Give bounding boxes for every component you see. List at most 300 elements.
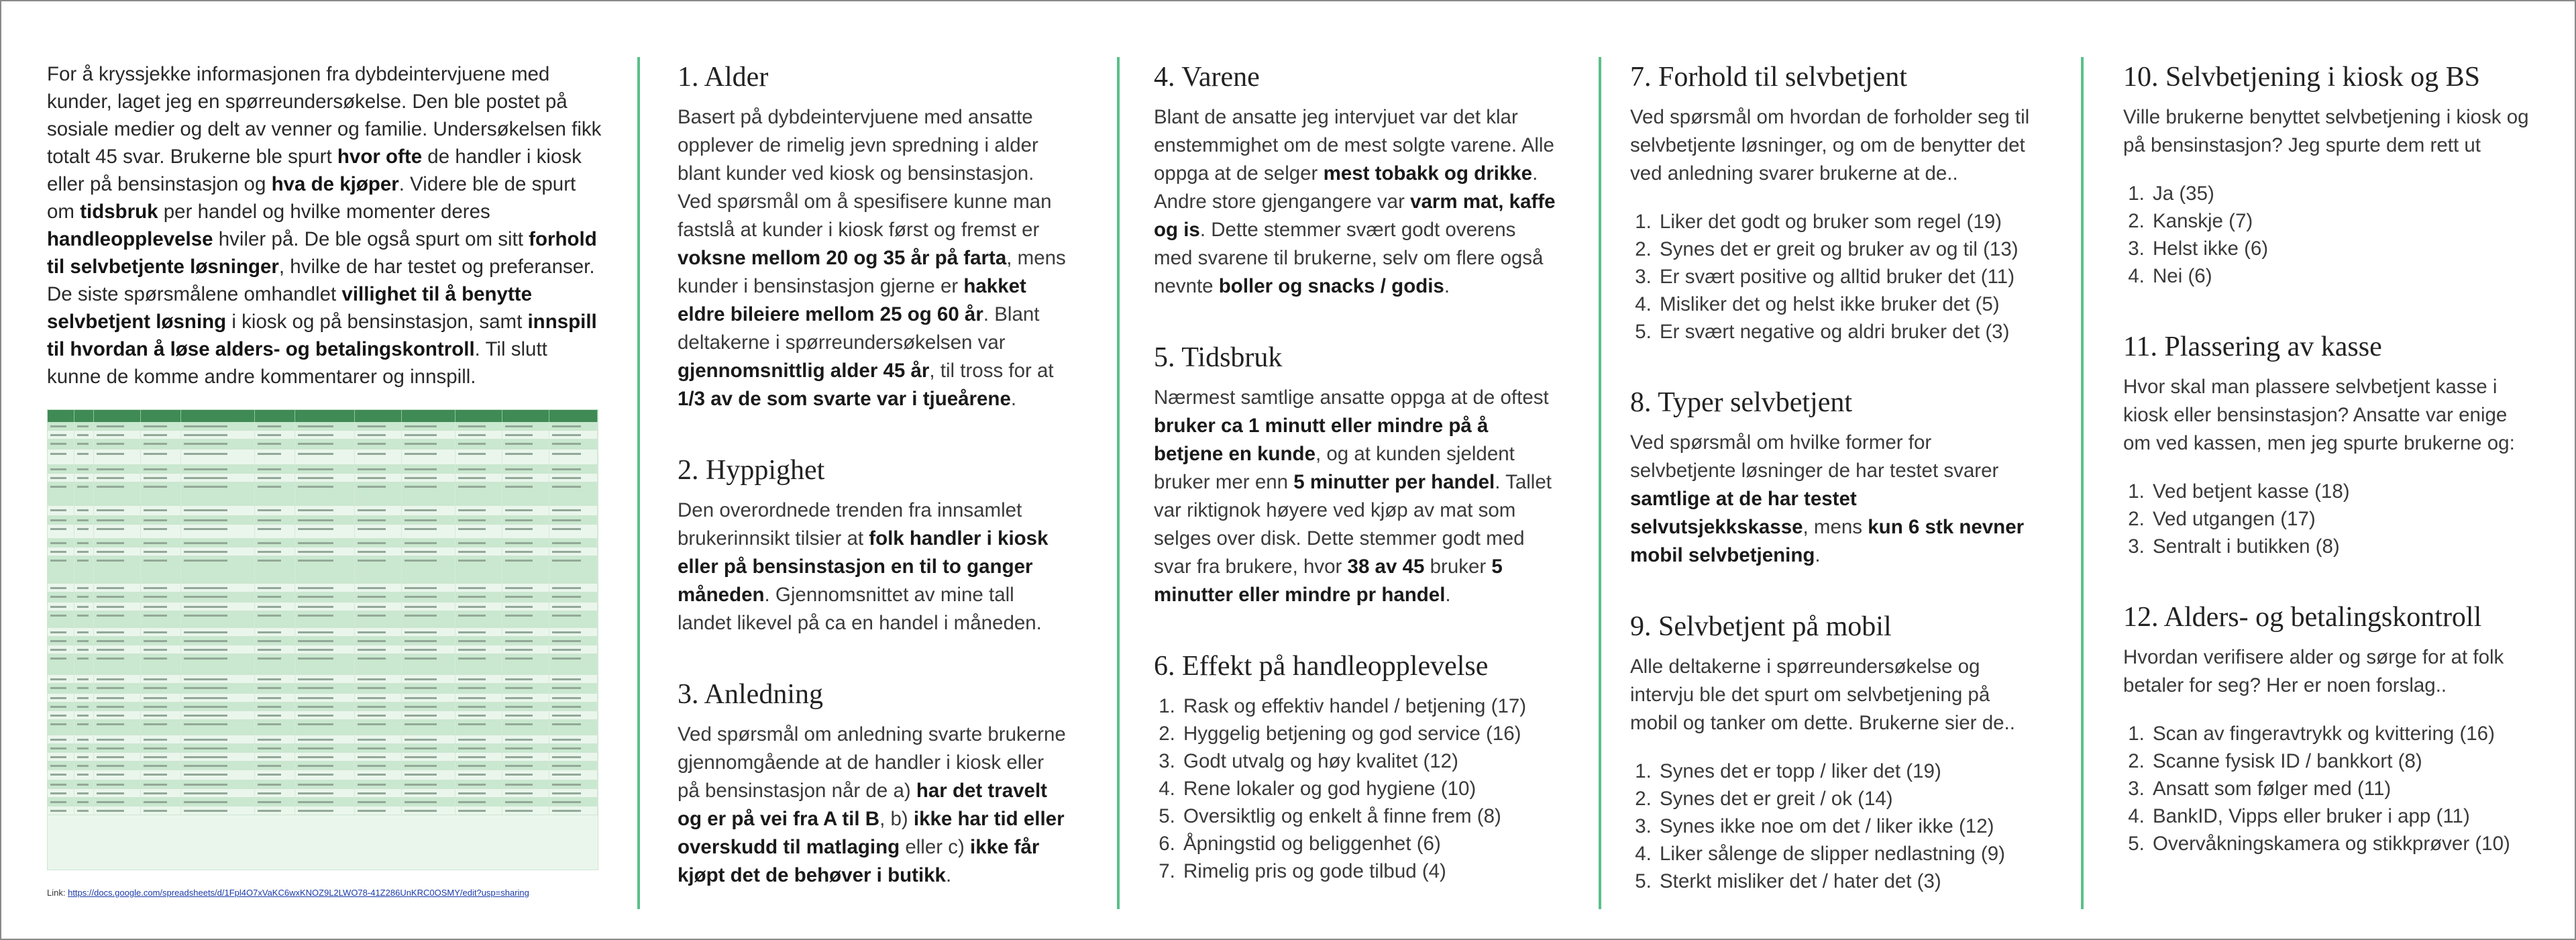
spreadsheet-cell (355, 539, 402, 547)
spreadsheet-row (48, 645, 598, 654)
spreadsheet-cell (74, 422, 94, 430)
body-text: eller c) (900, 836, 971, 858)
spreadsheet-cell (355, 645, 402, 654)
spreadsheet-cell (141, 744, 181, 752)
spreadsheet-cell (355, 450, 402, 464)
spreadsheet-cell (48, 556, 74, 583)
spreadsheet-cell (549, 628, 598, 636)
spreadsheet-cell (502, 735, 549, 743)
spreadsheet-cell (402, 628, 455, 636)
spreadsheet-cell (74, 762, 94, 770)
spreadsheet-cell (502, 753, 549, 761)
body-text: Nærmest samtlige ansatte oppga at de oftest (1154, 386, 1549, 409)
spreadsheet-cell (74, 806, 94, 815)
spreadsheet-cell (402, 474, 455, 482)
spreadsheet-row (48, 780, 598, 789)
spreadsheet-cell (502, 762, 549, 770)
body-text: . Blant deltakerne i spørreundersøkelsen var (678, 303, 1040, 354)
spreadsheet-cell (549, 556, 598, 583)
ranked-list (1154, 692, 1556, 885)
spreadsheet-cell (295, 603, 356, 611)
section-text (2123, 643, 2539, 700)
spreadsheet-cell (48, 516, 74, 524)
spreadsheet-cell (502, 539, 549, 547)
section-varene (1154, 60, 1556, 301)
spreadsheet-rows (48, 422, 598, 815)
spreadsheet-cell (94, 770, 141, 780)
body-text: . (1815, 544, 1821, 566)
spreadsheet-cell (74, 694, 94, 702)
spreadsheet-cell (94, 592, 141, 602)
spreadsheet-cell (402, 806, 455, 815)
spreadsheet-cell (502, 474, 549, 482)
body-text: , og at kunden sjeldent bruker mer enn (1154, 443, 1515, 493)
spreadsheet-cell (141, 694, 181, 702)
spreadsheet-cell (502, 603, 549, 611)
spreadsheet-row (48, 439, 598, 450)
spreadsheet-cell (74, 556, 94, 583)
body-text: . Til slutt kunne de komme andre kommentarer og innspill. (47, 338, 547, 388)
spreadsheet-cell (402, 611, 455, 627)
spreadsheet-cell (94, 762, 141, 770)
spreadsheet-cell (455, 482, 502, 505)
spreadsheet-cell (141, 762, 181, 770)
spreadsheet-cell (74, 780, 94, 788)
emphasis-text: hva de kjøper (271, 173, 399, 195)
spreadsheet-cell (455, 506, 502, 515)
spreadsheet-cell (48, 611, 74, 627)
spreadsheet-cell (295, 780, 356, 788)
spreadsheet-cell (402, 654, 455, 674)
spreadsheet-cell (549, 720, 598, 735)
spreadsheet-cell (94, 539, 141, 547)
spreadsheet-row (48, 684, 598, 694)
spreadsheet-row (48, 770, 598, 780)
list-item: 4. BankID, Vipps eller bruker i app (11) (2150, 802, 2539, 830)
spreadsheet-cell (355, 711, 402, 719)
spreadsheet-cell (74, 753, 94, 761)
spreadsheet-cell (295, 474, 356, 482)
spreadsheet-cell (141, 720, 181, 735)
spreadsheet-cell (181, 645, 254, 654)
spreadsheet-header-cell (141, 410, 181, 422)
emphasis-text: tidsbruk (80, 201, 158, 223)
list-item: 2. Synes det er greit / ok (14) (1657, 785, 2039, 813)
spreadsheet-cell (355, 525, 402, 538)
spreadsheet-row (48, 798, 598, 806)
spreadsheet-cell (141, 584, 181, 592)
spreadsheet-cell (455, 637, 502, 645)
spreadsheet-cell (74, 744, 94, 752)
spreadsheet-cell (141, 556, 181, 583)
spreadsheet-cell (295, 525, 356, 538)
spreadsheet-cell (502, 806, 549, 815)
spreadsheet-cell (455, 735, 502, 743)
spreadsheet-link[interactable]: https://docs.google.com/spreadsheets/d/1Fpl4O7xVaKC6wxKNOZ9L2LWO78-41Z286UnKRC0OSMY/edit?usp=sharing (68, 888, 529, 898)
list-item: 3. Ansatt som følger med (11) (2150, 775, 2539, 802)
spreadsheet-cell (455, 720, 502, 735)
list-item: 3. Synes ikke noe om det / liker ikke (12) (1657, 813, 2039, 840)
spreadsheet-cell (94, 516, 141, 524)
spreadsheet-cell (74, 654, 94, 674)
spreadsheet-cell (74, 547, 94, 556)
spreadsheet-cell (141, 506, 181, 515)
spreadsheet-cell (355, 798, 402, 806)
spreadsheet-cell (355, 753, 402, 761)
body-text: For å kryssjekke informasjonen fra dybdeintervjuene med kunder, laget jeg en spørreundersøkelse. Den ble postet på sosiale medier og delt av venner og familie. Undersøkelsen fikk totalt 45 svar. Brukerne ble spurt (47, 63, 602, 168)
spreadsheet-cell (255, 654, 295, 674)
spreadsheet-cell (502, 770, 549, 780)
spreadsheet-cell (94, 525, 141, 538)
spreadsheet-cell (355, 547, 402, 556)
spreadsheet-cell (549, 603, 598, 611)
spreadsheet-cell (141, 611, 181, 627)
spreadsheet-row (48, 654, 598, 675)
list-item: 5. Oversiktlig og enkelt å finne frem (8) (1181, 802, 1556, 830)
spreadsheet-row (48, 431, 598, 439)
emphasis-text: har det travelt og er på vei fra A til B (678, 780, 1047, 830)
list-item: 5. Sterkt misliker det / hater det (3) (1657, 868, 2039, 895)
spreadsheet-cell (402, 684, 455, 693)
section-title: 3. Anledning (678, 679, 823, 710)
spreadsheet-cell (502, 482, 549, 505)
spreadsheet-cell (502, 780, 549, 788)
section-selvbetjening-kiosk (2123, 60, 2539, 290)
spreadsheet-cell (74, 611, 94, 627)
spreadsheet-cell (295, 465, 356, 473)
spreadsheet-cell (355, 806, 402, 815)
spreadsheet-cell (181, 753, 254, 761)
emphasis-text: 5 minutter eller mindre pr handel (1154, 556, 1503, 606)
body-text: . (1010, 388, 1017, 410)
spreadsheet-cell (295, 735, 356, 743)
ranked-list (2123, 720, 2539, 857)
spreadsheet-cell (402, 637, 455, 645)
spreadsheet-cell (355, 465, 402, 473)
section-text (2123, 103, 2539, 160)
spreadsheet-cell (502, 450, 549, 464)
spreadsheet-cell (402, 465, 455, 473)
spreadsheet-cell (181, 806, 254, 815)
spreadsheet-cell (141, 422, 181, 430)
spreadsheet-cell (48, 762, 74, 770)
spreadsheet-cell (502, 744, 549, 752)
spreadsheet-cell (94, 694, 141, 702)
emphasis-text: hakket eldre bileiere mellom 25 og 60 år (678, 275, 1026, 325)
spreadsheet-cell (255, 735, 295, 743)
spreadsheet-cell (74, 439, 94, 449)
spreadsheet-cell (295, 753, 356, 761)
ranked-list (2123, 478, 2539, 560)
list-item: 3. Er svært positive og alltid bruker det (11) (1657, 263, 2039, 291)
section-text (1154, 103, 1556, 301)
body-text: Hvordan verifisere alder og sørge for at folk betaler for seg? Her er noen forslag.. (2123, 646, 2504, 696)
spreadsheet-row (48, 735, 598, 744)
spreadsheet-cell (255, 450, 295, 464)
spreadsheet-cell (255, 806, 295, 815)
spreadsheet-cell (455, 525, 502, 538)
ranked-list (1630, 758, 2039, 895)
spreadsheet-cell (48, 798, 74, 806)
spreadsheet-cell (355, 702, 402, 711)
spreadsheet-cell (94, 798, 141, 806)
spreadsheet-cell (355, 654, 402, 674)
spreadsheet-cell (295, 762, 356, 770)
emphasis-text: ikke får kjøpt det de behøver i butikk (678, 836, 1040, 886)
spreadsheet-cell (295, 584, 356, 592)
spreadsheet-cell (455, 611, 502, 627)
spreadsheet-cell (141, 547, 181, 556)
spreadsheet-cell (48, 525, 74, 538)
spreadsheet-cell (355, 637, 402, 645)
spreadsheet-cell (295, 637, 356, 645)
emphasis-text: hvor ofte (337, 146, 423, 168)
spreadsheet-row (48, 702, 598, 711)
section-text (2123, 373, 2539, 458)
body-text: Blant de ansatte jeg intervjuet var det klar enstemmighet om de mest solgte varene. Alle oppga at de selger (1154, 106, 1554, 185)
section-text (678, 103, 1067, 413)
spreadsheet-row (48, 450, 598, 465)
spreadsheet-cell (295, 611, 356, 627)
spreadsheet-cell (455, 753, 502, 761)
spreadsheet-cell (549, 711, 598, 719)
spreadsheet-cell (48, 637, 74, 645)
spreadsheet-cell (295, 556, 356, 583)
emphasis-text: innspill til hvordan å løse alders- og betalingskontroll (47, 311, 597, 360)
spreadsheet-row (48, 482, 598, 506)
list-item: 2. Ved utgangen (17) (2150, 505, 2539, 533)
spreadsheet-cell (74, 711, 94, 719)
spreadsheet-cell (295, 645, 356, 654)
spreadsheet-cell (295, 694, 356, 702)
spreadsheet-cell (355, 439, 402, 449)
spreadsheet-cell (402, 675, 455, 683)
spreadsheet-cell (502, 465, 549, 473)
spreadsheet-cell (94, 439, 141, 449)
spreadsheet-cell (141, 525, 181, 538)
spreadsheet-cell (141, 628, 181, 636)
spreadsheet-row (48, 592, 598, 603)
spreadsheet-cell (48, 789, 74, 797)
spreadsheet-cell (255, 422, 295, 430)
section-text (1630, 429, 2039, 570)
spreadsheet-cell (48, 753, 74, 761)
spreadsheet-row (48, 675, 598, 684)
spreadsheet-header-cell (94, 410, 141, 422)
spreadsheet-cell (402, 603, 455, 611)
spreadsheet-cell (402, 744, 455, 752)
spreadsheet-cell (255, 431, 295, 439)
spreadsheet-cell (549, 645, 598, 654)
spreadsheet-cell (402, 798, 455, 806)
spreadsheet-cell (549, 762, 598, 770)
spreadsheet-cell (355, 556, 402, 583)
spreadsheet-cell (402, 422, 455, 430)
spreadsheet-cell (549, 584, 598, 592)
spreadsheet-cell (455, 702, 502, 711)
spreadsheet-cell (48, 450, 74, 464)
spreadsheet-cell (455, 645, 502, 654)
spreadsheet-cell (455, 684, 502, 693)
list-item: 3. Helst ikke (6) (2150, 235, 2539, 262)
spreadsheet-header-cell (455, 410, 502, 422)
spreadsheet-cell (255, 711, 295, 719)
spreadsheet-cell (74, 592, 94, 602)
spreadsheet-cell (455, 439, 502, 449)
intro-text (47, 60, 604, 390)
spreadsheet-cell (181, 735, 254, 743)
spreadsheet-cell (295, 547, 356, 556)
spreadsheet-cell (295, 789, 356, 797)
spreadsheet-cell (48, 592, 74, 602)
spreadsheet-cell (549, 516, 598, 524)
spreadsheet-cell (141, 431, 181, 439)
spreadsheet-cell (255, 465, 295, 473)
spreadsheet-cell (94, 547, 141, 556)
spreadsheet-cell (355, 762, 402, 770)
spreadsheet-cell (255, 744, 295, 752)
spreadsheet-cell (355, 675, 402, 683)
section-text (678, 497, 1067, 637)
spreadsheet-cell (549, 744, 598, 752)
spreadsheet-cell (181, 770, 254, 780)
section-plassering (2123, 330, 2539, 560)
spreadsheet-cell (549, 482, 598, 505)
list-item: 6. Åpningstid og beliggenhet (6) (1181, 830, 1556, 857)
spreadsheet-cell (48, 547, 74, 556)
body-text: Alle deltakerne i spørreundersøkelse og intervju ble det spurt om selvbetjening på mobil og tanker om dette. Brukerne sier de.. (1630, 656, 2015, 734)
spreadsheet-cell (48, 770, 74, 780)
list-item: 1. Rask og effektiv handel / betjening (17) (1181, 692, 1556, 720)
spreadsheet-cell (402, 720, 455, 735)
spreadsheet-cell (402, 516, 455, 524)
spreadsheet-cell (181, 611, 254, 627)
spreadsheet-cell (402, 450, 455, 464)
spreadsheet-cell (255, 770, 295, 780)
body-text: Ved spørsmål om hvordan de forholder seg til selvbetjente løsninger, og om de benytter det ved anledning svarer brukerne at de.. (1630, 106, 2030, 185)
spreadsheet-cell (402, 439, 455, 449)
spreadsheet-cell (255, 539, 295, 547)
spreadsheet-cell (48, 702, 74, 711)
body-text: . (1444, 275, 1450, 297)
spreadsheet-cell (48, 806, 74, 815)
spreadsheet-cell (455, 762, 502, 770)
spreadsheet-cell (455, 516, 502, 524)
spreadsheet-row (48, 806, 598, 815)
spreadsheet-cell (255, 611, 295, 627)
spreadsheet-cell (48, 744, 74, 752)
spreadsheet-cell (295, 539, 356, 547)
spreadsheet-header-cell (74, 410, 94, 422)
spreadsheet-row (48, 637, 598, 645)
body-text: . Dette stemmer svært godt overens med svarene til brukerne, selv om flere også nevnte (1154, 219, 1544, 297)
spreadsheet-cell (355, 628, 402, 636)
spreadsheet-row (48, 525, 598, 539)
body-text: , til tross for at (929, 360, 1054, 382)
section-text (1630, 653, 2039, 737)
spreadsheet-cell (402, 431, 455, 439)
spreadsheet-cell (455, 431, 502, 439)
spreadsheet-cell (94, 711, 141, 719)
spreadsheet-cell (549, 439, 598, 449)
spreadsheet-cell (455, 711, 502, 719)
spreadsheet-header-cell (48, 410, 74, 422)
spreadsheet-cell (549, 798, 598, 806)
spreadsheet-cell (255, 762, 295, 770)
link-line (47, 888, 604, 898)
list-item: 2. Scanne fysisk ID / bankkort (8) (2150, 747, 2539, 775)
spreadsheet-cell (255, 789, 295, 797)
spreadsheet-cell (455, 592, 502, 602)
spreadsheet-cell (48, 654, 74, 674)
spreadsheet-cell (94, 806, 141, 815)
body-text: bruker (1424, 556, 1492, 578)
section-effekt (1154, 649, 1556, 885)
spreadsheet-cell (255, 780, 295, 788)
list-item: 4. Nei (6) (2150, 262, 2539, 290)
spreadsheet-cell (255, 482, 295, 505)
section-title: 7. Forhold til selvbetjent (1630, 62, 1907, 93)
column-divider (1117, 57, 1120, 909)
emphasis-text: forhold til selvbetjente løsninger (47, 228, 597, 278)
spreadsheet-cell (355, 789, 402, 797)
spreadsheet-cell (94, 735, 141, 743)
spreadsheet-cell (402, 525, 455, 538)
spreadsheet-cell (402, 735, 455, 743)
spreadsheet-cell (94, 780, 141, 788)
spreadsheet-cell (181, 789, 254, 797)
spreadsheet-cell (549, 780, 598, 788)
spreadsheet-cell (549, 753, 598, 761)
section-text (1154, 384, 1556, 609)
spreadsheet-cell (94, 702, 141, 711)
emphasis-text: folk handler i kiosk eller på bensinstasjon en til to ganger måneden (678, 527, 1049, 606)
spreadsheet-cell (141, 637, 181, 645)
spreadsheet-cell (181, 780, 254, 788)
column-divider (1599, 57, 1601, 909)
body-text: Ved spørsmål om anledning svarte brukerne gjennomgående at de handler i kiosk eller på bensinstasjon når de a) (678, 723, 1066, 802)
list-item: 2. Synes det er greit og bruker av og til (13) (1657, 236, 2039, 263)
spreadsheet-cell (181, 762, 254, 770)
list-item: 2. Hyggelig betjening og god service (16) (1181, 720, 1556, 747)
section-title: 11. Plassering av kasse (2123, 331, 2382, 362)
spreadsheet-cell (295, 711, 356, 719)
spreadsheet-cell (455, 780, 502, 788)
section-title: 4. Varene (1154, 62, 1260, 93)
spreadsheet-cell (141, 684, 181, 693)
emphasis-text: kun 6 stk nevner mobil selvbetjening (1630, 516, 2025, 566)
spreadsheet-cell (181, 675, 254, 683)
section-anledning (678, 678, 1067, 890)
spreadsheet-cell (255, 547, 295, 556)
spreadsheet-row (48, 516, 598, 525)
spreadsheet-header-cell (355, 410, 402, 422)
spreadsheet-row (48, 789, 598, 798)
spreadsheet-cell (402, 592, 455, 602)
spreadsheet-cell (141, 711, 181, 719)
list-item: 3. Sentralt i butikken (8) (2150, 533, 2539, 560)
section-title: 12. Alders- og betalingskontroll (2123, 602, 2482, 633)
list-item: 5. Er svært negative og aldri bruker det (3) (1657, 318, 2039, 346)
spreadsheet-cell (141, 645, 181, 654)
spreadsheet-cell (48, 439, 74, 449)
spreadsheet-cell (255, 506, 295, 515)
body-text: de handler i kiosk eller på bensinstasjon og (47, 146, 582, 195)
spreadsheet-cell (402, 539, 455, 547)
spreadsheet-cell (455, 547, 502, 556)
spreadsheet-cell (74, 637, 94, 645)
spreadsheet-cell (355, 584, 402, 592)
